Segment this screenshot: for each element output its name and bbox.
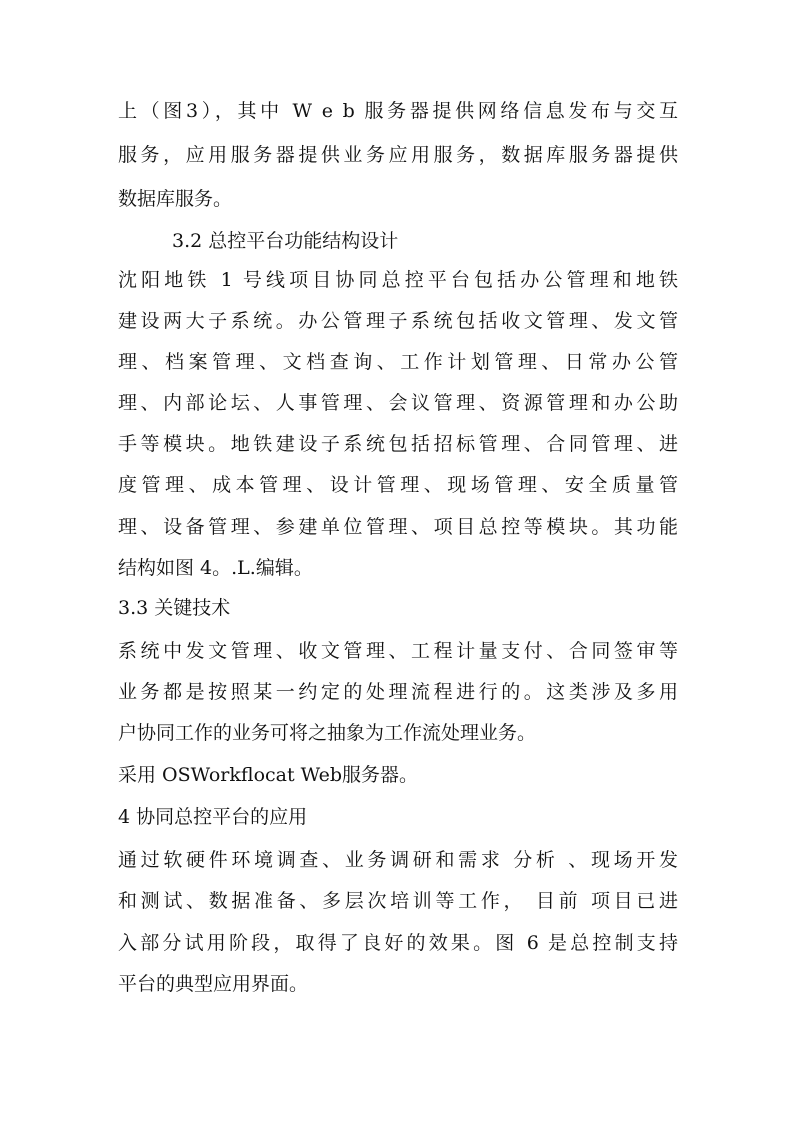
paragraph-2-line-3: 理、档案管理、文档查询、工作计划管理、日常办公管 [118,351,678,373]
paragraph-5-line-2: 和测试、数据准备、多层次培训等工作， 目前 项目已进 [118,890,678,912]
section-heading-3-2: 3.2 总控平台功能结构设计 [172,230,399,252]
paragraph-3-line-1: 系统中发文管理、收文管理、工程计量支付、合同签审等 [118,640,678,662]
paragraph-1-line-3: 数据库服务。 [118,188,233,210]
paragraph-2-line-7: 理、设备管理、参建单位管理、项目总控等模块。其功能 [118,516,678,538]
paragraph-2-line-6: 度管理、成本管理、设计管理、现场管理、安全质量管 [118,474,678,496]
section-heading-4: 4 协同总控平台的应用 [118,806,308,828]
paragraph-3-line-2: 业务都是按照某一约定的处理流程进行的。这类涉及多用 [118,681,678,703]
paragraph-2-line-4: 理、内部论坛、人事管理、会议管理、资源管理和办公助 [118,392,678,414]
section-heading-3-3: 3.3 关键技术 [118,597,231,619]
paragraph-2-line-8: 结构如图 4。.L.编辑。 [118,557,313,579]
paragraph-2-line-2: 建设两大子系统。办公管理子系统包括收文管理、发文管 [118,310,678,332]
paragraph-5-line-4: 平台的典型应用界面。 [118,973,309,995]
paragraph-4: 采用 OSWorkflocat Web服务器。 [118,764,419,786]
paragraph-5-line-1: 通过软硬件环境调查、业务调研和需求 分析 、现场开发 [118,849,678,871]
paragraph-2-line-5: 手等模块。地铁建设子系统包括招标管理、合同管理、进 [118,433,678,455]
paragraph-2-line-1: 沈阳地铁 1 号线项目协同总控平台包括办公管理和地铁 [118,269,678,291]
paragraph-1-line-2: 服务，应用服务器提供业务应用服务，数据库服务器提供 [118,144,678,166]
paragraph-5-line-3: 入部分试用阶段，取得了良好的效果。图 6 是总控制支持 [118,932,678,954]
paragraph-3-line-3: 户协同工作的业务可将之抽象为工作流处理业务。 [118,722,537,744]
paragraph-1-line-1: 上（图3），其中 W e b 服务器提供网络信息发布与交互 [118,100,678,122]
